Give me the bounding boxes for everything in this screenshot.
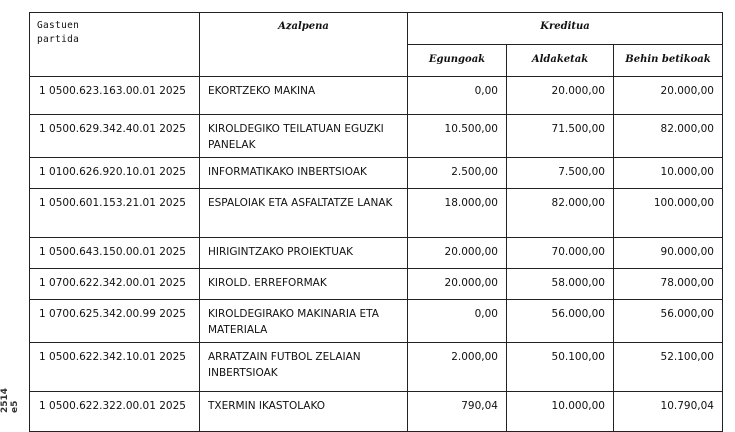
- credits-table: [29, 12, 723, 432]
- cell-azalpena: ARRATZAIN FUTBOL ZELAIAN INBERTSIOAK: [200, 343, 408, 392]
- table-row: [30, 189, 723, 238]
- cell-aldaketak: 70.000,00: [507, 238, 614, 269]
- cell-egungoak: 10.500,00: [408, 115, 507, 158]
- cell-azalpena: ESPALOIAK ETA ASFALTATZE LANAK: [200, 189, 408, 238]
- table-row: [30, 343, 723, 392]
- cell-behin-betikoak: 10.000,00: [614, 158, 723, 189]
- cell-behin-betikoak: 10.790,04: [614, 392, 723, 432]
- cell-partida: 1 0700.625.342.00.99 2025: [30, 300, 200, 343]
- cell-partida: 1 0500.622.342.10.01 2025: [30, 343, 200, 392]
- table-row: [30, 269, 723, 300]
- cell-aldaketak: 58.000,00: [507, 269, 614, 300]
- cell-azalpena: KIROLDEGIKO TEILATUAN EGUZKI PANELAK: [200, 115, 408, 158]
- cell-azalpena: KIROLDEGIRAKO MAKINARIA ETA MATERIALA: [200, 300, 408, 343]
- cell-egungoak: 20.000,00: [408, 238, 507, 269]
- cell-azalpena: TXERMIN IKASTOLAKO: [200, 392, 408, 432]
- cell-aldaketak: 20.000,00: [507, 77, 614, 115]
- header-kredituak: Kreditua: [408, 13, 723, 45]
- header-gastuen-label: Gastuen: [37, 20, 80, 31]
- header-partida-label: partida: [37, 34, 80, 45]
- cell-azalpena: KIROLD. ERREFORMAK: [200, 269, 408, 300]
- cell-egungoak: 18.000,00: [408, 189, 507, 238]
- cell-aldaketak: 71.500,00: [507, 115, 614, 158]
- cell-behin-betikoak: 82.000,00: [614, 115, 723, 158]
- cell-azalpena: EKORTZEKO MAKINA: [200, 77, 408, 115]
- document-side-code: 2514 e5: [0, 387, 20, 413]
- cell-behin-betikoak: 100.000,00: [614, 189, 723, 238]
- header-gastuen-partida: [30, 13, 200, 77]
- cell-behin-betikoak: 90.000,00: [614, 238, 723, 269]
- cell-egungoak: 2.500,00: [408, 158, 507, 189]
- cell-partida: 1 0500.629.342.40.01 2025: [30, 115, 200, 158]
- cell-behin-betikoak: 78.000,00: [614, 269, 723, 300]
- cell-partida: 1 0500.643.150.00.01 2025: [30, 238, 200, 269]
- cell-aldaketak: 56.000,00: [507, 300, 614, 343]
- table-row: [30, 77, 723, 115]
- table-row: [30, 238, 723, 269]
- cell-partida: 1 0500.601.153.21.01 2025: [30, 189, 200, 238]
- table-row: [30, 158, 723, 189]
- cell-egungoak: 0,00: [408, 300, 507, 343]
- header-azalpena: Azalpena: [200, 13, 408, 77]
- cell-aldaketak: 82.000,00: [507, 189, 614, 238]
- cell-azalpena: HIRIGINTZAKO PROIEKTUAK: [200, 238, 408, 269]
- cell-partida: 1 0500.623.163.00.01 2025: [30, 77, 200, 115]
- cell-behin-betikoak: 56.000,00: [614, 300, 723, 343]
- table-row: [30, 392, 723, 432]
- header-aldaketak: Aldaketak: [507, 45, 614, 77]
- cell-egungoak: 20.000,00: [408, 269, 507, 300]
- header-behin-betikoak: Behin betikoak: [614, 45, 723, 77]
- header-egungoak: Egungoak: [408, 45, 507, 77]
- cell-aldaketak: 50.100,00: [507, 343, 614, 392]
- cell-aldaketak: 7.500,00: [507, 158, 614, 189]
- cell-egungoak: 790,04: [408, 392, 507, 432]
- cell-behin-betikoak: 52.100,00: [614, 343, 723, 392]
- table-row: [30, 300, 723, 343]
- cell-aldaketak: 10.000,00: [507, 392, 614, 432]
- table-row: [30, 115, 723, 158]
- cell-behin-betikoak: 20.000,00: [614, 77, 723, 115]
- cell-azalpena: INFORMATIKAKO INBERTSIOAK: [200, 158, 408, 189]
- cell-partida: 1 0500.622.322.00.01 2025: [30, 392, 200, 432]
- cell-egungoak: 0,00: [408, 77, 507, 115]
- cell-partida: 1 0700.622.342.00.01 2025: [30, 269, 200, 300]
- cell-partida: 1 0100.626.920.10.01 2025: [30, 158, 200, 189]
- cell-egungoak: 2.000,00: [408, 343, 507, 392]
